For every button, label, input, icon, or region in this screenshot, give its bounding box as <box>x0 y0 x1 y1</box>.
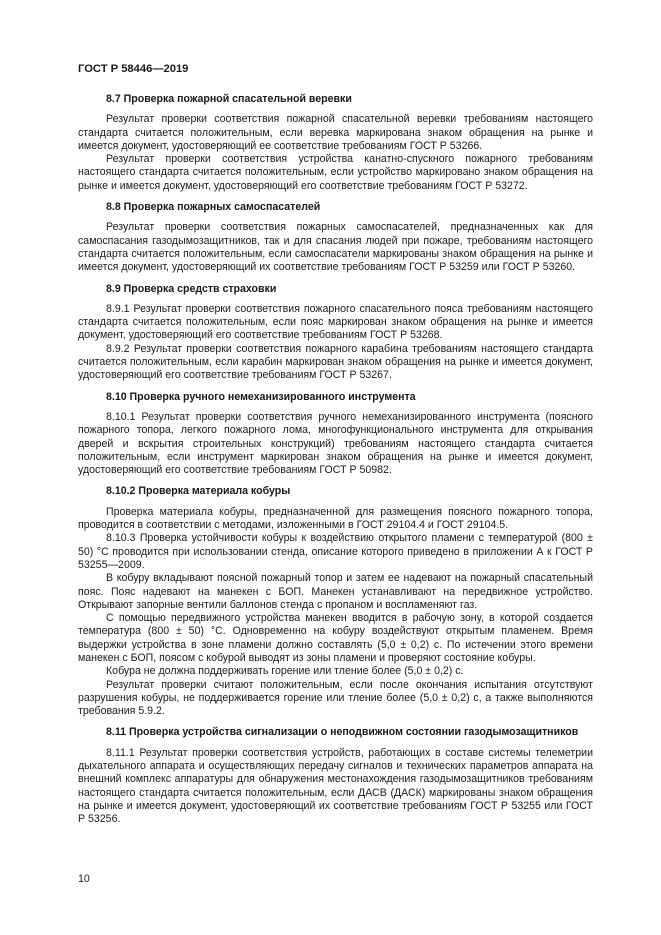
section-heading: 8.7 Проверка пожарной спасательной веревки <box>106 93 352 105</box>
section-8-9 <box>78 283 593 383</box>
section-8-8 <box>78 201 593 274</box>
paragraph: Проверка материала кобуры, предназначенной для размещения поясного пожарного топора, проводится в соответствии с методами, изложенными в ГОСТ 29104.4 и ГОСТ 29104.5. <box>78 505 593 532</box>
page-number: 10 <box>78 873 90 885</box>
paragraph: 8.10.3 Проверка устойчивости кобуры к воздействию открытого пламени с температурой (800 ± 50) °С проводится при использовании стенда, описание которого приведено в приложении А к ГОСТ Р 53255—2009. <box>78 532 593 571</box>
section-heading: 8.10.2 Проверка материала кобуры <box>106 485 291 498</box>
section-8-7 <box>78 93 593 193</box>
paragraph: Результат проверки считают положительным, если после окончания испытания отсутствуют разрушения кобуры, не поддерживается горение или тление более (5,0 ± 0,2) с, а также выполняются требования 5.9.2. <box>78 678 593 718</box>
document-id: ГОСТ Р 58446—2019 <box>78 63 189 75</box>
paragraph: Результат проверки соответствия устройства канатно-спускного пожарного требованиям настоящего стандарта считается положительным, если устройство маркировано знаком обращения на рынке и имеется документ, удостоверяющий его соответствие требованиям ГОСТ Р 53272. <box>78 153 593 192</box>
paragraph: С помощью передвижного устройства манекен вводится в рабочую зону, в которой создается температура (800 ± 50) °С. Одновременно на кобуру воздействуют открытым пламенем. Время выдержки устройства в зоне пламени должно составлять (5,0 ± 0,2) с. По истечении этого времени манекен с БОП, поясом с кобурой выводят из зоны пламени и проверяют состояние кобуры. <box>78 612 593 664</box>
section-8-10-2 <box>78 485 593 718</box>
section-heading: 8.10 Проверка ручного немеханизированного инструмента <box>106 390 416 403</box>
paragraph: В кобуру вкладывают поясной пожарный топор и затем ее надевают на пожарный спасательный пояс. Пояс надевают на манекен с БОП. Манекен устанавливают на передвижное устройство. Открывают запорные вентили баллонов стенда с пропаном и воспламеняют газ. <box>78 572 593 611</box>
paragraph: 8.9.2 Результат проверки соответствия пожарного карабина требованиям настоящего стандарта считается положительным, если карабин маркирован знаком обращения на рынке и имеется документ, удостоверяющий его соответствие требованиям ГОСТ Р 53267. <box>78 342 593 382</box>
section-8-10 <box>78 391 593 478</box>
paragraph: Результат проверки соответствия пожарной спасательной веревки требованиям настоящего стандарта считается положительным, если веревка маркирована знаком обращения на рынке и имеется документ, удостоверяющий ее соответствие требованиям ГОСТ Р 53266. <box>78 113 593 152</box>
paragraph: 8.9.1 Результат проверки соответствия пожарного спасательного пояса требованиям настоящего стандарта считается положительным, если пояс маркирован знаком обращения на рынке и имеется документ, удостоверяющий его соответствие требованиям ГОСТ Р 53268. <box>78 302 593 342</box>
paragraph: Результат проверки соответствия пожарных самоспасателей, предназначенных как для самоспасания газодымозащитников, так и для спасания людей при пожаре, требованиям настоящего стандарта считается положительным, если самоспасатели маркированы знаком обращения на рынке и имеется документ, удостоверяющий их соответствие требованиям ГОСТ Р 53259 или ГОСТ Р 53260. <box>78 221 593 274</box>
section-8-11 <box>78 726 593 826</box>
paragraph: 8.11.1 Результат проверки соответствия устройств, работающих в составе системы телеметрии дыхательного аппарата и осуществляющих передачу сигналов и технических параметров аппарата на внешний комплекс аппаратуры для обнаружения местонахождения газодымозащитников требованиям настоящего стандарта считается положительным, если ДАСВ (ДАСК) маркированы знаком обращения на рынке и имеется документ, удостоверяющий их соответствие требованиям ГОСТ Р 53255 или ГОСТ Р 53256. <box>78 746 593 826</box>
paragraph: 8.10.1 Результат проверки соответствия ручного немеханизированного инструмента (поясного пожарного топора, легкого пожарного лома, многофункционального инструмента для открывания дверей и вскрытия строительных конструкций) требованиям настоящего стандарта считается положительным, если инструмент маркирован знаком обращения на рынке и имеется документ, удостоверяющий его соответствие требованиям ГОСТ Р 50982. <box>78 410 593 477</box>
document-body <box>78 93 593 827</box>
paragraph: Кобура не должна поддерживать горение или тление более (5,0 ± 0,2) с. <box>106 665 464 678</box>
section-heading: 8.9 Проверка средств страховки <box>106 282 277 295</box>
section-heading: 8.8 Проверка пожарных самоспасателей <box>106 201 321 214</box>
section-heading: 8.11 Проверка устройства сигнализации о неподвижном состоянии газодымозащитников <box>106 726 579 739</box>
